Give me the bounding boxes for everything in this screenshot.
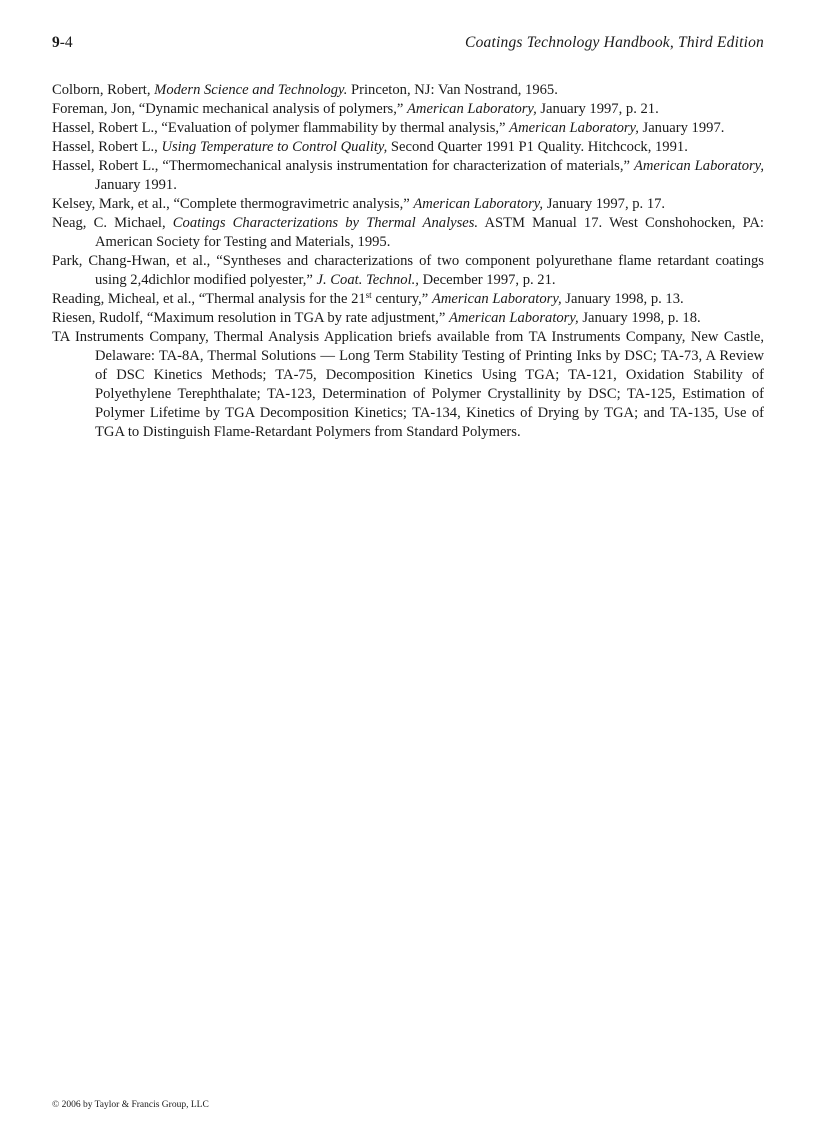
copyright-footer: © 2006 by Taylor & Francis Group, LLC bbox=[52, 1100, 209, 1110]
reference-item: Riesen, Rudolf, “Maximum resolution in TGA by rate adjustment,” American Laboratory, January 1998, p. 18. bbox=[52, 310, 701, 326]
reference-item: Reading, Micheal, et al., “Thermal analysis for the 21st century,” American Laboratory, January 1998, p. 13. bbox=[52, 290, 684, 307]
reference-item: Park, Chang-Hwan, et al., “Syntheses and characterizations of two component polyurethane flame retardant coatings using 2,4dichlor modified polyester,” J. Coat. Technol., December 1997, p. 21. bbox=[52, 253, 764, 288]
reference-item: Hassel, Robert L., Using Temperature to Control Quality, Second Quarter 1991 P1 Quality. Hitchcock, 1991. bbox=[52, 139, 688, 155]
page-number bbox=[52, 34, 73, 52]
reference-item: Colborn, Robert, Modern Science and Technology. Princeton, NJ: Van Nostrand, 1965. bbox=[52, 82, 558, 98]
reference-item: Kelsey, Mark, et al., “Complete thermogravimetric analysis,” American Laboratory, January 1997, p. 17. bbox=[52, 196, 666, 212]
reference-item: Hassel, Robert L., “Evaluation of polymer flammability by thermal analysis,” American Laboratory, January 1997. bbox=[52, 120, 725, 136]
reference-item: TA Instruments Company, Thermal Analysis Application briefs available from TA Instruments Company, New Castle, Delaware: TA-8A, Thermal Solutions — Long Term Stability Testing of Printing Inks by DSC; TA-73, A Review of DSC Kinetics Methods; TA-75, Decomposition Kinetics Using TGA; TA-121, Oxidation Stability of Polyethylene Terephthalate; TA-123, Determination of Polymer Crystallinity by DSC; TA-125, Estimation of Polymer Lifetime by TGA Decomposition Kinetics; TA-134, Kinetics of Drying by TGA; and TA-135, Use of TGA to Distinguish Flame-Retardant Polymers from Standard Polymers. bbox=[52, 329, 764, 440]
reference-item: Hassel, Robert L., “Thermomechanical analysis instrumentation for characterization of materials,” American Laboratory, January 1991. bbox=[52, 158, 764, 193]
chapter-number: 9 bbox=[52, 34, 60, 51]
running-title: Coatings Technology Handbook, Third Edition bbox=[465, 34, 764, 51]
reference-list bbox=[52, 81, 764, 442]
reference-item: Foreman, Jon, “Dynamic mechanical analysis of polymers,” American Laboratory, January 1997, p. 21. bbox=[52, 101, 659, 117]
page-header bbox=[52, 34, 764, 56]
page-suffix: -4 bbox=[59, 34, 73, 51]
reference-item: Neag, C. Michael, Coatings Characterizations by Thermal Analyses. ASTM Manual 17. West Conshohocken, PA: American Society for Testing and Materials, 1995. bbox=[52, 215, 764, 250]
